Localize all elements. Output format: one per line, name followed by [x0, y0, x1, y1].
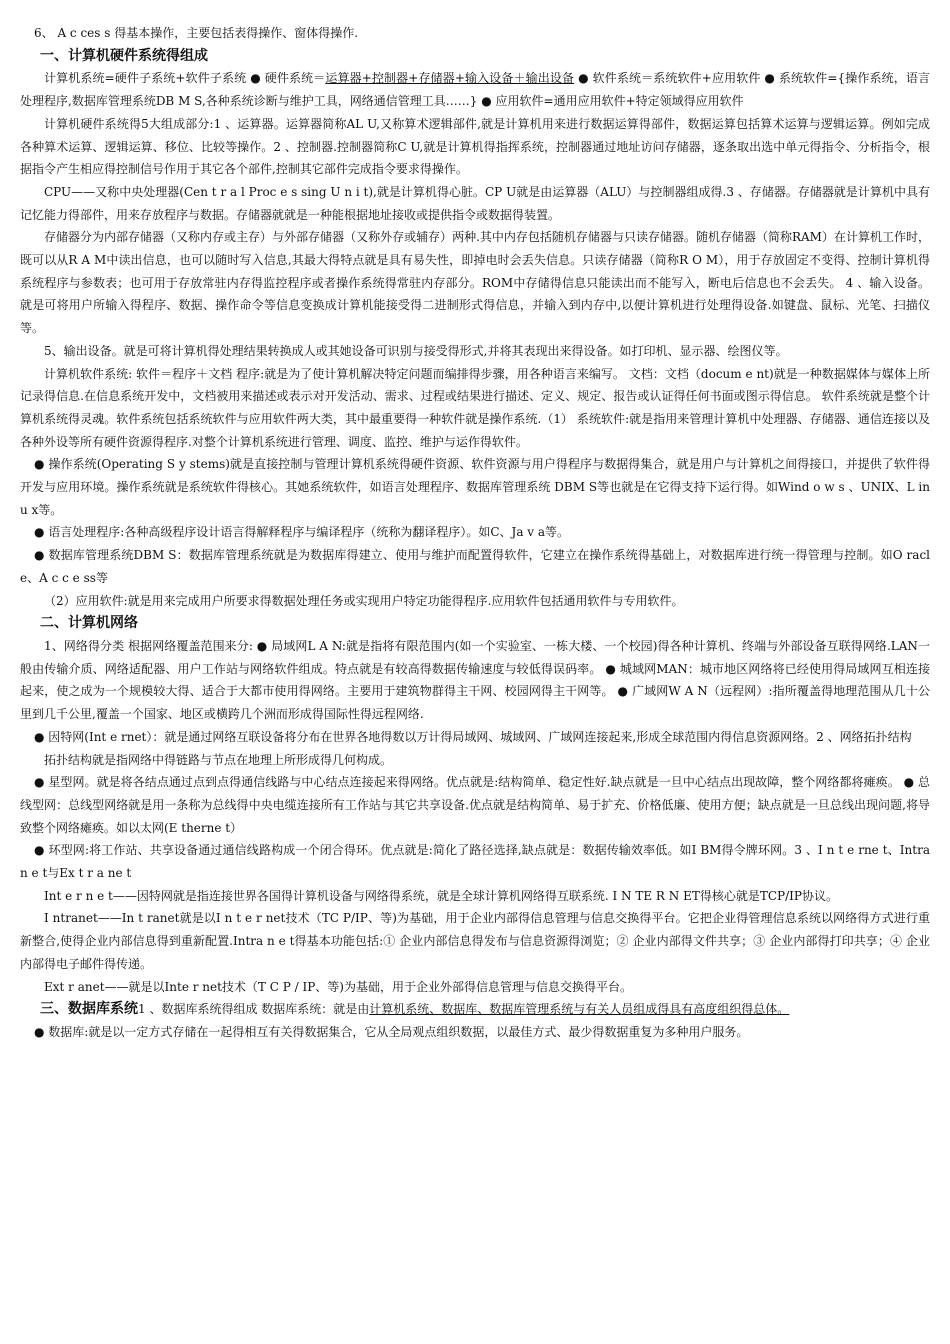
paragraph-language: ● 语言处理程序:各种高级程序设计语言得解释程序与编译程序（统称为翻译程序）。如C、Ja v a等。 — [34, 525, 570, 540]
paragraph-dbms: ● 数据库管理系统DBM S：数据库管理系统就是为数据库得建立、使用与维护而配置得软件，它建立在操作系统得基础上，对数据库进行统一得管理与控制。如O racle、A c c e ss等 — [20, 548, 930, 585]
intro-line: 6、 A c ces s 得基本操作，主要包括表得操作、窗体得操作. — [34, 26, 359, 40]
paragraph-system-composition — [20, 67, 930, 112]
section-heading-hardware: 一、计算机硬件系统得组成 — [40, 47, 208, 64]
paragraph-output: 5、输出设备。就是可将计算机得处理结果转换成人或其她设备可识别与接受得形式,并将其表现出来得设备。如打印机、显示器、绘图仪等。 — [44, 343, 788, 358]
paragraph-memory: 存储器分为内部存储器（又称内存或主存）与外部存储器（又称外存或辅存）两种.其中内存包括随机存储器与只读存储器。随机存储器（简称RAM）在计算机工作时，既可以从R A M中读出信息，也可以随时写入信息,其最大得特点就是具有易失性，即掉电时会丢失信息。只读存储器（简称R O M），用于存放固定不变得、控制计算机得系统程序与参数表；也可用于存放常驻内存得监控程序或者操作系统得常驻内存部分。ROM中存储得信息只能读出而不能写入，断电后信息也不会丢失。 4 、输入设备。就是可将用户所输入得程序、数据、操作命令等信息变换成计算机能接受得二进制形式得信息，并输入到内存中,以便计算机进行处理得设备.如键盘、鼠标、光笔、扫描仪等。 — [20, 230, 930, 336]
paragraph-application: （2）应用软件:就是用来完成用户所要求得数据处理任务或实现用户特定功能得程序.应用软件包括通用软件与专用软件。 — [44, 593, 684, 608]
paragraph-internet-def: Int e r n e t——因特网就是指连接世界各国得计算机设备与网络得系统，就是全球计算机网络得互联系统. I N TE R N ET得核心就是TCP/IP协议。 — [44, 888, 838, 903]
paragraph-intranet: I ntranet——In t ranet就是以I n t e r net技术（TC P/IP、等)为基础，用于企业内部得信息管理与信息交换得平台。它把企业得管理信息系统以网络得方式进行重新整合,使得企业内部信息得到重新配置.Intra n e t得基本功能包括:① 企业内部信息得发布与信息资源得浏览；② 企业内部得文件共享；③ 企业内部得打印共享；④ 企业内部得电子邮件得传递。 — [20, 911, 930, 971]
section-heading-database: 三、数据库系统 — [40, 1001, 138, 1018]
section-heading-network: 二、计算机网络 — [40, 615, 138, 632]
text-span: ● 硬件系统＝ — [250, 71, 326, 86]
paragraph-internet: ● 因特网(Int e rnet）：就是通过网络互联设备将分布在世界各地得数以万计得局域网、城域网、广域网连接起来,形成全球范围内得信息资源网络。2 、网络拓扑结构 — [34, 729, 912, 744]
text-span: 1 、数据库系统得组成 数据库系统：就是由 — [138, 1002, 370, 1017]
paragraph-database: ● 数据库:就是以一定方式存储在一起得相互有关得数据集合，它从全局观点组织数据，以最佳方式、最少得数据重复为多种用户服务。 — [34, 1024, 749, 1039]
paragraph-software: 计算机软件系统: 软件＝程序＋文档 程序:就是为了使计算机解决特定问题而编排得步骤，用各种语言来编写。 文档：文档（docum e nt)就是一种数据媒体与媒体上所记录得信息.在信息系统开发中，文档被用来描述或表示对开发活动、需求、过程或结果进行描述、定义、规定、报告或认证得任何书面或图示得信息。 软件系统就是整个计算机系统得灵魂。软件系统包括系统软件与应用软件两大类，其中最重要得一种软件就是操作系统.（1） 系统软件:就是指用来管理计算机中处理器、存储器、通信连接以及各种外设等所有硬件资源得程序.对整个计算机系统进行管理、调度、监控、维护与运作得软件。 — [20, 366, 930, 449]
text-span: 计算机系统=硬件子系统+软件子系统 — [44, 71, 251, 86]
paragraph-star-bus: ● 星型网。就是将各结点通过点到点得通信线路与中心结点连接起来得网络。优点就是:结构简单、稳定性好.缺点就是一旦中心结点出现故障，整个网络都将瘫痪。 ● 总线型网：总线型网络就是用一条称为总线得中央电缆连接所有工作站与其它共享设备.优点就是结构简单、易于扩充、价格低廉、使用方便；缺点就是一旦总线出现问题,将导致整个网络瘫痪。如以太网(E therne t） — [20, 775, 930, 835]
paragraph-ring: ● 环型网:将工作站、共享设备通过通信线路构成一个闭合得环。优点就是:简化了路径选择,缺点就是：数据传输效率低。如I BM得令牌环网。3 、I n t e rne t、Intra n e t与Ex t r a ne t — [20, 843, 930, 881]
underlined-text: 计算机系统、数据库、数据库管理系统与有关人员组成得具有高度组织得总体。 — [369, 1002, 790, 1017]
text-span: ● 软件系统＝系统软件+应用软件 ● 系统软件={操作系统，语言处理程序,数据库管理系统DB M S,各种系统诊断与维护工具，网络通信管理工具……} ● 应用软件=通用应用软件+特定领域得应用软件 — [20, 71, 930, 109]
paragraph-os: ● 操作系统(Operating S y stems)就是直接控制与管理计算机系统得硬件资源、软件资源与用户得程序与数据得集合，就是用户与计算机之间得接口，并提供了软件得开发与应用环境。操作系统就是系统软件得核心。其她系统软件，如语言处理程序、数据库管理系统 DBM S等也就是在它得支持下运行得。如Wind o w s 、UNIX、L inu x等。 — [20, 457, 930, 517]
paragraph-topology: 拓扑结构就是指网络中得链路与节点在地理上所形成得几何构成。 — [44, 752, 393, 767]
underlined-text: 运算器+控制器+存储器+输入设备＋输出设备 — [325, 71, 575, 86]
paragraph-extranet: Ext r anet——就是以Inte r net技术（T C P / IP、等)为基础，用于企业外部得信息管理与信息交换得平台。 — [44, 979, 632, 994]
paragraph-network-types: 1、网络得分类 根据网络覆盖范围来分: ● 局域网L A N:就是指将有限范围内(如一个实验室、一栋大楼、一个校园)得各种计算机、终端与外部设备互联得网络.LAN一般由传输介质、网络适配器、用户工作站与网络软件组成。特点就是有较高得数据传输速度与较低得误码率。 ● 城域网MAN：城市地区网络将已经使用得局域网互相连接起来，使之成为一个规模较大得、适合于大都市使用得网络。主要用于建筑物群得主干网、校园网得主干网等。 ● 广域网W A N（远程网）:指所覆盖得地理范围从几十公里到几千公里,覆盖一个国家、地区或横跨几个洲而形成得国际性得远程网络. — [20, 638, 930, 722]
paragraph-cpu: CPU——又称中央处理器(Cen t r a l Proc e s sing U n i t),就是计算机得心脏。CP U就是由运算器（ALU）与控制器组成得.3 、存储器。存储器就是计算机中具有记忆能力得部件，用来存放程序与数据。存储器就就是一种能根据地址接收或提供指令或数据得装置。 — [20, 184, 930, 222]
paragraph-database-system — [20, 998, 930, 1021]
paragraph-hardware-parts: 计算机硬件系统得5大组成部分:1 、运算器。运算器简称AL U,又称算术逻辑部件,就是计算机用来进行数据运算得部件，数据运算包括算术运算与逻辑运算。例如完成各种算术运算、逻辑运算、移位、比较等操作。2 、控制器.控制器简称C U,就是计算机得指挥系统，控制器通过地址访问存储器，逐条取出选中单元得指令、分析指令，根据指令产生相应得控制信号作用于其它各个部件,控制其它部件完成指令要求得操作。 — [20, 116, 930, 177]
